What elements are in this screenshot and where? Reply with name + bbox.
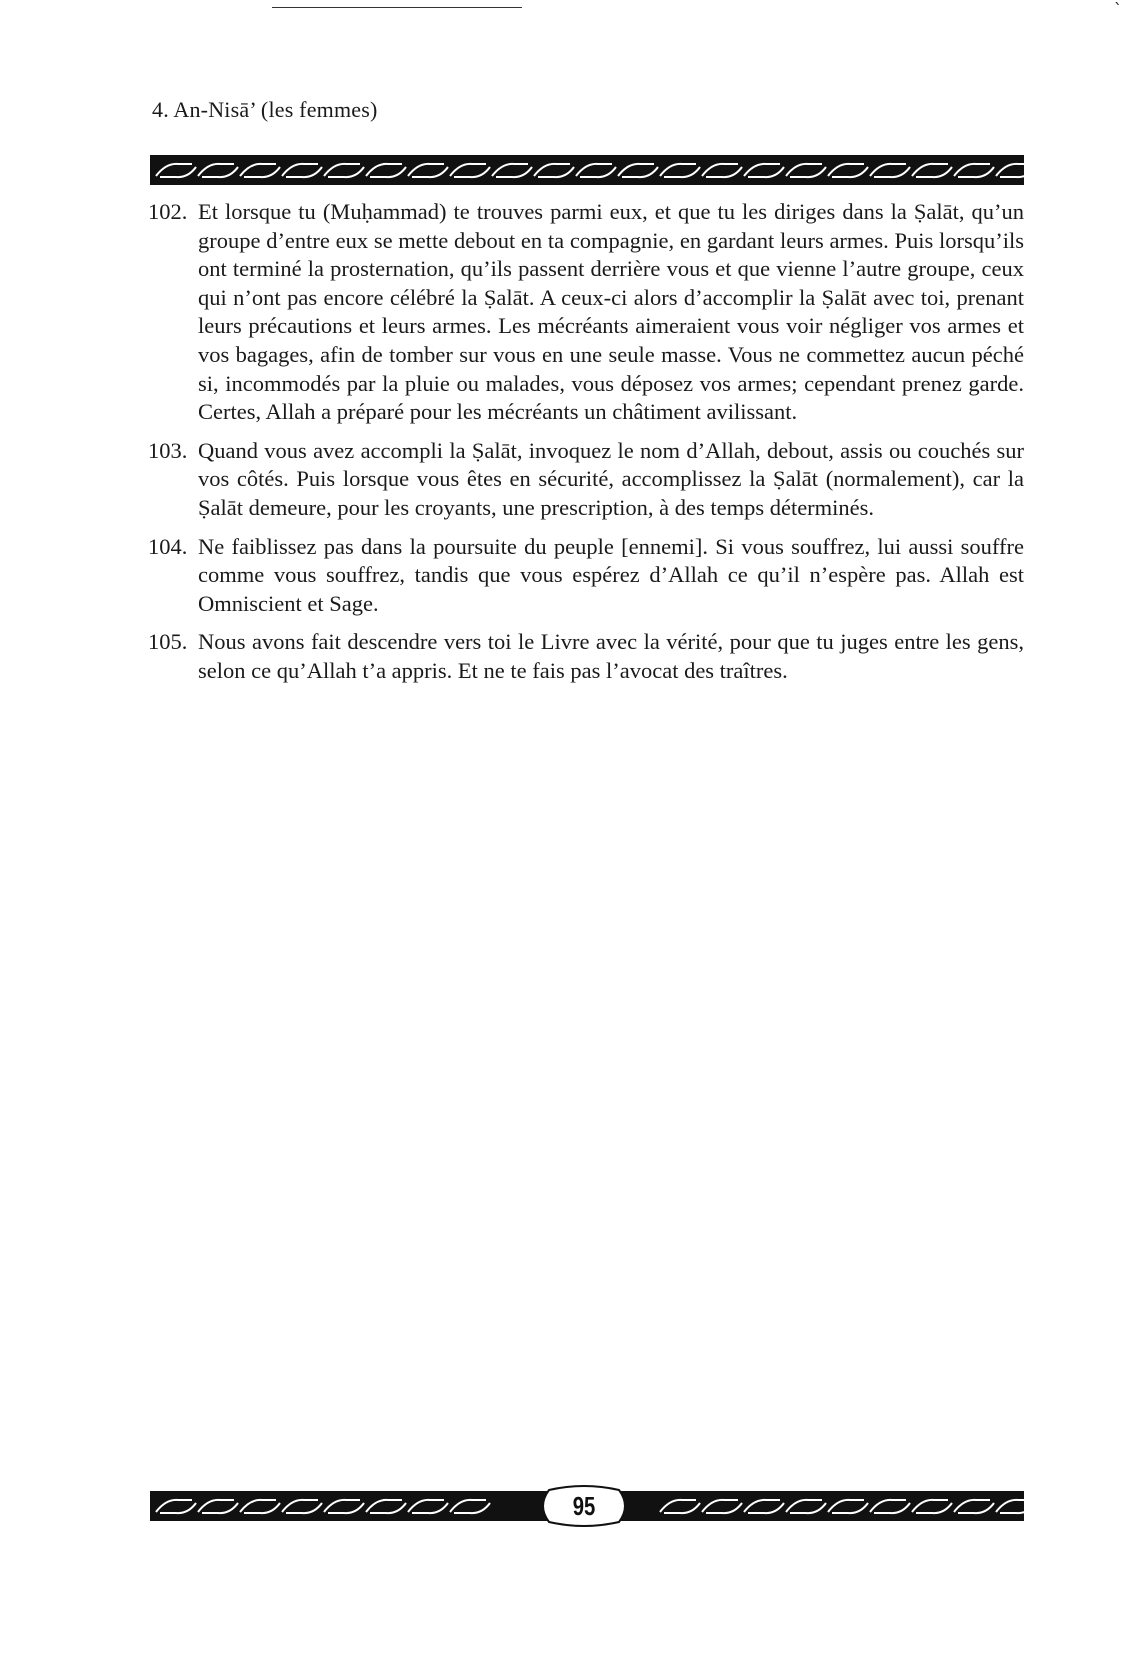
verse-text: Ne faiblissez pas dans la poursuite du peuple [ennemi]. Si vous souffrez, lui aussi souffre comme vous souffrez, tandis que vous espérez d’Allah ce qu’il n’espère pas. Allah est Omniscient et Sage. [198,533,1024,616]
page-number-cartouche [537,1484,631,1528]
verse-number: 105. [148,629,188,655]
verse-103 [148,437,1024,523]
verse-text: Et lorsque tu (Muḥammad) te trouves parmi eux, et que tu les diriges dans la Ṣalāt, qu’un groupe d’entre eux se mette debout en ta compagnie, en gardant leurs armes. Puis lorsqu’ils ont terminé la prosternation, qu’ils passent derrière vous et que vienne l’autre groupe, ceux qui n’ont pas encore célébré la Ṣalāt. A ceux-ci alors d’accomplir la Ṣalāt avec toi, prenant leurs précautions et leurs armes. Les mécréants aimeraient vous voir négliger vos armes et vos bagages, afin de tomber sur vous en une seule masse. Vous ne commettez aucun péché si, incommodés par la pluie ou malades, vous déposez vos armes; cependant prenez garde. Certes, Allah a préparé pour les mécréants un châtiment avilissant. [198,199,1024,425]
page-number: 95 [572,1491,596,1521]
verse-text: Quand vous avez accompli la Ṣalāt, invoquez le nom d’Allah, debout, assis ou couchés sur vos côtés. Puis lorsque vous êtes en sécurité, accomplissez la Ṣalāt (normalement), car la Ṣalāt demeure, pour les croyants, une prescription, à des temps déterminés. [198,437,1024,520]
verse-number: 103. [148,437,188,463]
corner-mark: ` [1114,0,1122,19]
top-ornamental-band [150,155,1024,185]
verse-102 [148,198,1024,427]
verse-number: 104. [148,533,188,559]
chapter-title: 4. An-Nisā’ (les femmes) [152,97,378,122]
top-band-ornament [150,155,1024,185]
top-rule [272,7,522,8]
verse-104 [148,533,1024,619]
verse-105 [148,628,1024,685]
verse-number: 102. [148,199,188,224]
verse-text: Nous avons fait descendre vers toi le Livre avec la vérité, pour que tu juges entre les gens, selon ce qu’Allah t’a appris. Et ne te fais pas l’avocat des traîtres. [198,629,1024,683]
verses-list [148,198,1024,696]
